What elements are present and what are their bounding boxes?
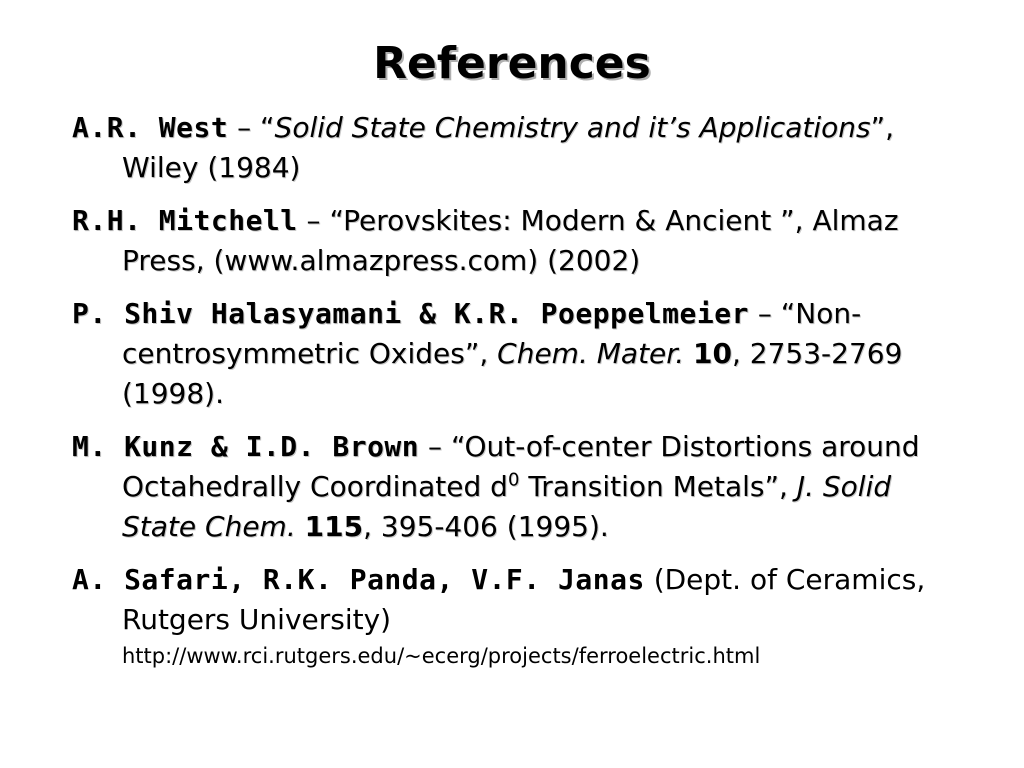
reference-item bbox=[72, 560, 952, 672]
reference-text: “Out-of-center Distortions around Octahedrally Coordinated d bbox=[122, 430, 920, 503]
reference-author: M. Kunz & I.D. Brown bbox=[72, 430, 420, 463]
reference-superscript: 0 bbox=[507, 469, 520, 491]
reference-pages: , 395-406 (1995). bbox=[363, 510, 609, 543]
reference-journal: Chem. Mater. bbox=[497, 337, 685, 370]
reference-dash: – bbox=[748, 297, 781, 330]
reference-open-quote: “ bbox=[260, 111, 275, 144]
reference-text-cont: Transition Metals”, bbox=[519, 470, 797, 503]
reference-text: “Non-centrosymmetric Oxides”, bbox=[122, 297, 862, 370]
slide-title: References bbox=[373, 38, 651, 89]
reference-list bbox=[72, 108, 952, 685]
reference-dash: – bbox=[297, 204, 330, 237]
reference-journal: J. Solid State Chem. bbox=[122, 470, 892, 543]
reference-item bbox=[72, 201, 952, 281]
reference-publisher: ”, Wiley (1984) bbox=[122, 111, 894, 184]
reference-author: A.R. West bbox=[72, 111, 229, 144]
reference-item bbox=[72, 294, 952, 414]
reference-volume: 10 bbox=[693, 337, 732, 370]
reference-volume: 115 bbox=[304, 510, 364, 543]
reference-url: http://www.rci.rutgers.edu/~ecerg/projects/ferroelectric.html bbox=[122, 644, 761, 668]
reference-title: Solid State Chemistry and it’s Applications bbox=[274, 111, 871, 144]
reference-text: “Perovskites: Modern & Ancient ”, Almaz Press, (www.almazpress.com) (2002) bbox=[122, 204, 899, 277]
reference-dash: – bbox=[228, 111, 261, 144]
reference-author: A. Safari, R.K. Panda, V.F. Janas bbox=[72, 563, 645, 596]
reference-item bbox=[72, 427, 952, 547]
reference-pages: , 2753-2769 (1998). bbox=[122, 337, 903, 410]
reference-item bbox=[72, 108, 952, 188]
reference-dash: – bbox=[419, 430, 451, 463]
reference-text: (Dept. of Ceramics, Rutgers University) bbox=[122, 563, 926, 636]
reference-author: P. Shiv Halasyamani & K.R. Poeppelmeier bbox=[72, 297, 749, 330]
reference-author: R.H. Mitchell bbox=[72, 204, 298, 237]
